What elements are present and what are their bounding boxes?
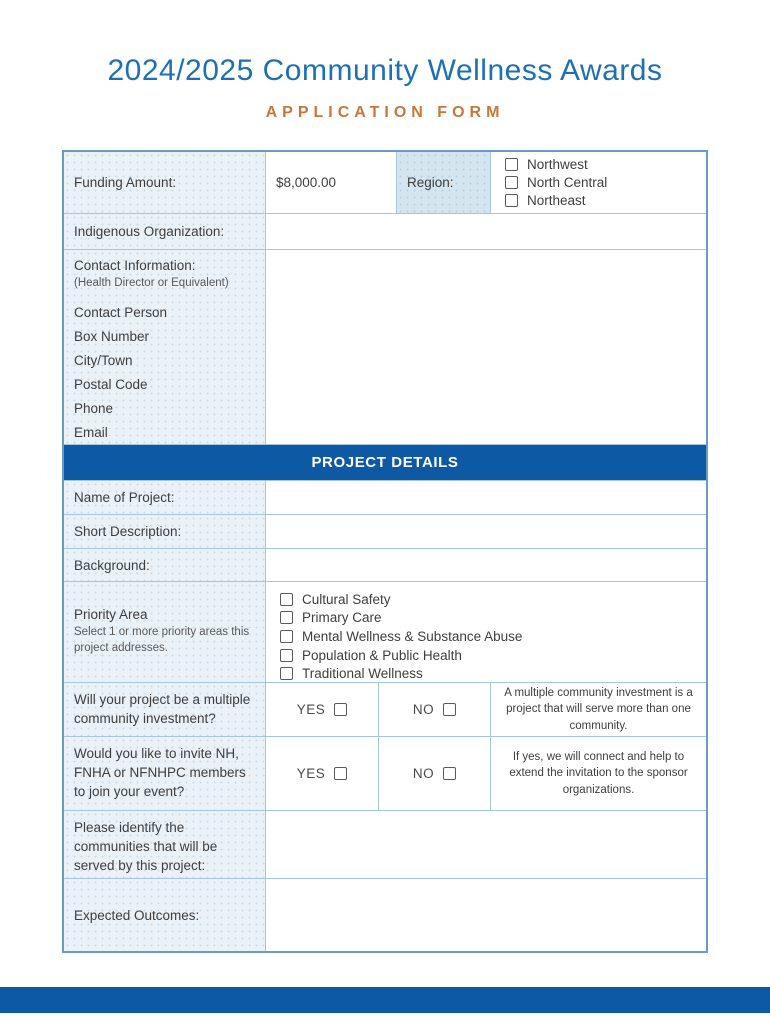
contact-info-label: Contact Information:: [74, 258, 196, 273]
application-form-table: [62, 150, 708, 953]
page-subtitle: APPLICATION FORM: [265, 104, 505, 121]
section-header-row: [64, 445, 706, 481]
checkbox-icon[interactable]: [505, 158, 518, 171]
multi-community-note-cell: [491, 683, 706, 736]
invite-note-cell: [491, 737, 706, 810]
priority-options: [266, 582, 706, 682]
priority-option[interactable]: [280, 609, 700, 628]
multi-community-question: Will your project be a multiple community investment?: [64, 683, 266, 736]
invite-note: If yes, we will connect and help to extend the invitation to the sponsor organizations.: [509, 751, 688, 796]
checkbox-icon[interactable]: [505, 194, 518, 207]
contact-info-label-cell: [64, 250, 266, 444]
priority-option[interactable]: [280, 590, 700, 609]
checkbox-icon[interactable]: [334, 767, 347, 780]
funding-amount-field[interactable]: [266, 152, 397, 213]
background-row: [64, 549, 706, 582]
footer-bar: [0, 987, 770, 1013]
outcomes-row: [64, 879, 706, 951]
multi-community-note: A multiple community investment is a project that will serve more than one community.: [504, 687, 693, 732]
background-label: Background:: [64, 549, 266, 581]
contact-field-label: City/Town: [74, 352, 133, 368]
priority-area-label-cell: [64, 582, 266, 682]
communities-field[interactable]: [266, 811, 706, 878]
yes-label: YES: [296, 702, 326, 717]
checkbox-icon[interactable]: [280, 649, 293, 662]
region-option-label: North Central: [527, 175, 608, 190]
checkbox-icon[interactable]: [280, 593, 293, 606]
priority-area-row: [64, 582, 706, 683]
communities-label: Please identify the communities that will be served by this project:: [64, 811, 266, 878]
region-option[interactable]: [505, 191, 607, 209]
project-name-row: [64, 481, 706, 515]
checkbox-icon[interactable]: [505, 176, 518, 189]
checkbox-icon[interactable]: [334, 703, 347, 716]
region-option-label: Northeast: [527, 192, 586, 208]
invite-question: Would you like to invite NH, FNHA or NFNHPC members to join your event?: [64, 737, 266, 810]
region-option[interactable]: [505, 156, 607, 174]
funding-amount-value: $8,000.00: [276, 175, 337, 190]
indigenous-org-field[interactable]: [266, 214, 706, 249]
priority-option-label: Population & Public Health: [302, 647, 462, 663]
background-field[interactable]: [266, 549, 706, 581]
short-description-row: [64, 515, 706, 549]
priority-option-label: Traditional Wellness: [302, 666, 423, 682]
project-name-field[interactable]: [266, 481, 706, 514]
multi-community-no[interactable]: [379, 683, 491, 736]
indigenous-org-row: [64, 214, 706, 250]
contact-field-list: [74, 305, 257, 449]
region-options: [491, 152, 613, 213]
page-title: 2024/2025 Community Wellness Awards: [107, 54, 663, 87]
communities-row: [64, 811, 706, 879]
indigenous-org-label: Indigenous Organization:: [64, 214, 266, 249]
contact-info-field[interactable]: [266, 250, 706, 444]
region-label: Region:: [397, 152, 491, 213]
short-description-field[interactable]: [266, 515, 706, 548]
project-details-header: PROJECT DETAILS: [64, 445, 706, 480]
funding-amount-label: Funding Amount:: [64, 152, 266, 213]
priority-option[interactable]: [280, 627, 700, 646]
region-option-label: Northwest: [527, 157, 588, 173]
multi-community-row: [64, 683, 706, 737]
short-description-label: Short Description:: [64, 515, 266, 548]
invite-row: [64, 737, 706, 811]
contact-field-label: Postal Code: [74, 376, 148, 392]
outcomes-field[interactable]: [266, 879, 706, 951]
contact-field-label: Contact Person: [74, 304, 168, 320]
contact-info-row: [64, 250, 706, 445]
project-name-label: Name of Project:: [64, 481, 266, 514]
checkbox-icon[interactable]: [280, 667, 293, 680]
checkbox-icon[interactable]: [443, 703, 456, 716]
checkbox-icon[interactable]: [443, 767, 456, 780]
priority-area-sublabel: Select 1 or more priority areas this project addresses.: [74, 626, 250, 654]
priority-option-label: Cultural Safety: [302, 591, 391, 607]
no-label: NO: [412, 702, 435, 717]
invite-no[interactable]: [379, 737, 491, 810]
multi-community-yes[interactable]: [266, 683, 379, 736]
yes-label: YES: [296, 766, 326, 781]
checkbox-icon[interactable]: [280, 611, 293, 624]
no-label: NO: [412, 766, 435, 781]
contact-field-label: Email: [74, 424, 108, 440]
region-option[interactable]: [505, 174, 607, 192]
contact-field-label: Box Number: [74, 328, 150, 344]
contact-info-sublabel: (Health Director or Equivalent): [74, 277, 229, 289]
priority-option[interactable]: [280, 646, 700, 665]
contact-field-label: Phone: [74, 400, 114, 416]
checkbox-icon[interactable]: [280, 630, 293, 643]
outcomes-label: Expected Outcomes:: [64, 879, 266, 951]
priority-option-label: Mental Wellness & Substance Abuse: [302, 628, 523, 644]
priority-area-label: Priority Area: [74, 607, 148, 623]
invite-yes[interactable]: [266, 737, 379, 810]
priority-option[interactable]: [280, 664, 700, 683]
priority-option-label: Primary Care: [302, 610, 382, 626]
funding-region-row: [64, 152, 706, 214]
